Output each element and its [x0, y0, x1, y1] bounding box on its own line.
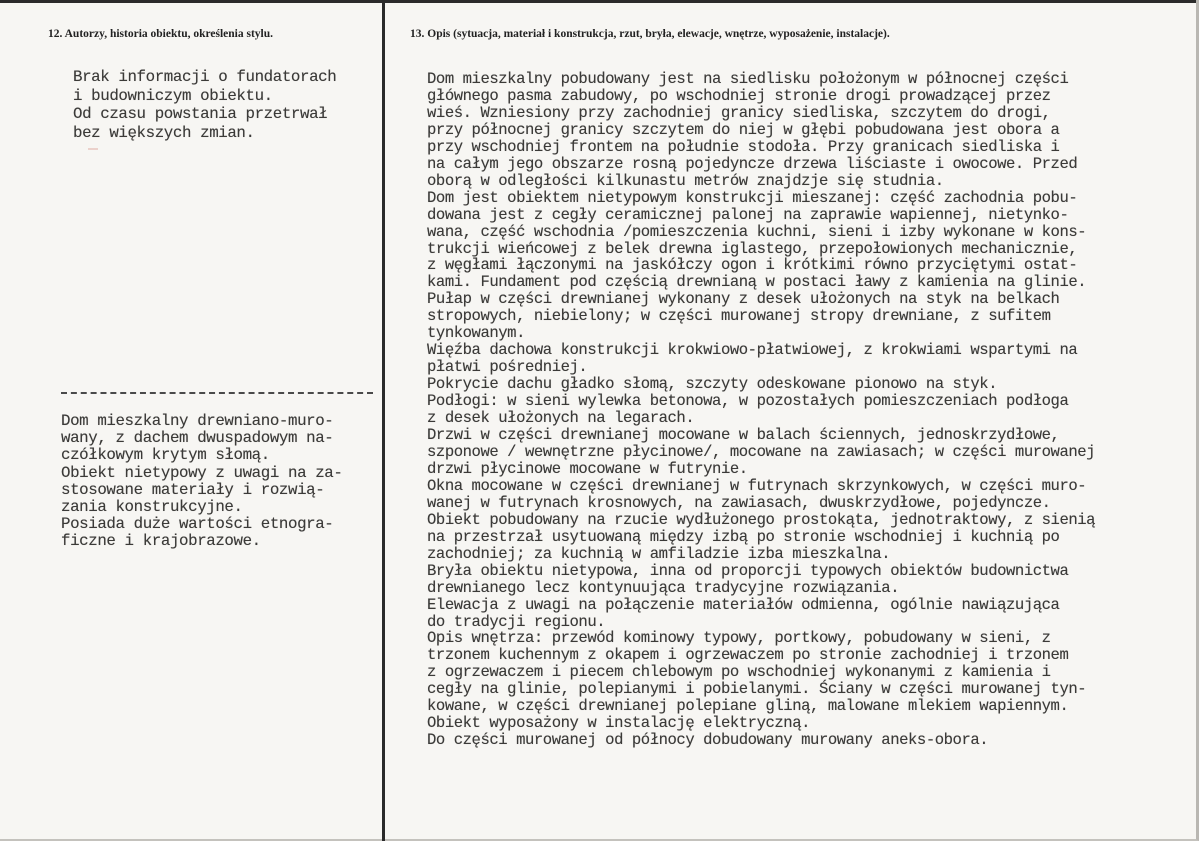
section-13-header: 13. Opis (sytuacja, materiał i konstrukcja, rzut, bryła, elewacje, wnętrze, wyposażenie, instalacje).	[410, 28, 890, 40]
paper-mark	[88, 148, 98, 150]
description-text: Dom mieszkalny pobudowany jest na siedlisku położonym w północnej części głównego pasma zabudowy, po wschodniej stronie drogi prowadzącej przez wieś. Wzniesiony przy zachodniej granicy siedliska, szczytem do drogi, przy północnej granicy szczytem do niej w głębi pobudowana jest obora a przy wschodniej frontem na południe stodoła. Przy granicach siedliska i na całym jego obszarze rosną pojedyncze drzewa liściaste i owocowe. Przed oborą w odległości kilkunastu metrów znajdzje się studnia. Dom jest obiektem nietypowym konstrukcji mieszanej: część zachodnia pobu- dowana jest z cegły ceramicznej palonej na zaprawie wapiennej, nietynko- wana, część wschodnia /pomieszczenia kuchni, sieni i izby wykonane w kons- trukcji wieńcowej z belek drewna iglastego, przepołowionych mechanicznie, z węgłami łączonymi na jaskółczy ogon i krótkimi równo przyciętymi ostat- kami. Fundament pod częścią drewnianą w postaci ławy z kamienia na glinie. Pułap w części drewnianej wykonany z desek ułożonych na styk na belkach stropowych, niebielony; w części murowanej stropy drewniane, z sufitem tynkowanym. Więźba dachowa konstrukcji krokwiowo-płatwiowej, z krokwiami wspartymi na płatwi pośredniej. Pokrycie dachu gładko słomą, szczyty odeskowane pionowo na styk. Podłogi: w sieni wylewka betonowa, w pozostałych pomieszczeniach podłoga z desek ułożonych na legarach. Drzwi w części drewnianej mocowane w balach ściennych, jednoskrzydłowe, szponowe / wewnętrzne płycinowe/, mocowane na zawiasach; w części murowanej drzwi płycinowe mocowane w futrynie. Okna mocowane w części drewnianej w futrynach skrzynkowych, w części muro- wanej w futrynach krosnowych, na zawiasach, dwuskrzydłowe, pojedyncze. Obiekt pobudowany na rzucie wydłużonego prostokąta, jednotraktowy, z sienią na przestrzał usytuowaną między izbą po stronie wschodniej i kuchnią po zachodniej; za kuchnią w amfiladzie izba mieszkalna. Bryła obiektu nietypowa, inna od proporcji typowych obiektów budownictwa drewnianego lecz kontynuująca tradycyjne rozwiązania. Elewacja z uwagi na połączenie materiałów odmienna, ogólnie nawiązująca do tradycji regionu. Opis wnętrza: przewód kominowy typowy, portkowy, pobudowany w sieni, z trzonem kuchennym z okapem i ogrzewaczem po stronie zachodniej i trzonem z ogrzewaczem i piecem chlebowym po wschodniej wykonanymi z kamienia i cegły na glinie, polepianymi i pobielanymi. Ściany w części murowanej tyn- kowane, w części drewnianej polepiane gliną, malowane mlekiem wapiennym. Obiekt wyposażony w instalację elektryczną. Do części murowanej od północy dobudowany murowany aneks-obora.	[427, 70, 1096, 750]
dashed-separator	[61, 392, 373, 394]
section-12-header: 12. Autorzy, historia obiektu, określenia stylu.	[48, 28, 274, 40]
column-divider	[382, 0, 385, 841]
top-border-line	[0, 0, 1196, 3]
style-summary-text: Dom mieszkalny drewniano-muro- wany, z dachem dwuspadowym na- czółkowym krytym słomą. Obiekt nietypowy z uwagi na za- stosowane materiały i rozwią- zania konstrukcyjne. Posiada duże wartości etnogra- ficzne i krajobrazowe.	[61, 412, 343, 551]
history-text: Brak informacji o fundatorach i budowniczym obiektu. Od czasu powstania przetrwał bez większych zmian.	[73, 68, 337, 142]
